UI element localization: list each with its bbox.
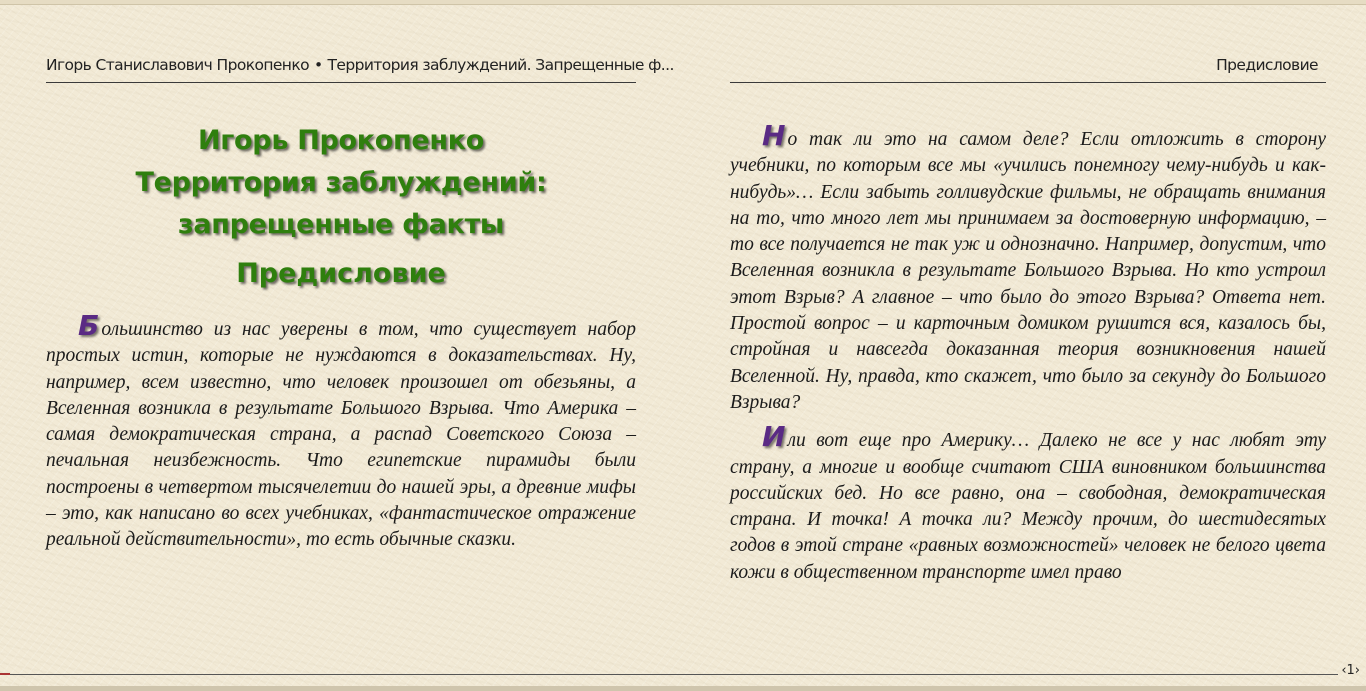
chapter-title: Предисловие — [236, 258, 446, 289]
right-running-header — [730, 56, 1326, 83]
bottom-rule-marker — [0, 673, 10, 675]
left-running-header — [46, 56, 674, 83]
right-text-block — [730, 119, 1326, 586]
dropcap: И — [762, 420, 786, 454]
paragraph-text: ольшинство из нас уверены в том, что существует набор простых истин, которые не нуждаются в доказательствах. Ну, например, всем известно, что человек произошел от обезьяны, а Вселенная возникла в результате Большого Взрыва. Что Америка – самая демократическая страна, а распад Советского Союза – печальная неизбежность. Что египетские пирамиды были построены в четвертом тысячелетии до нашей эры, а древние мифы – это, как написано во всех учебниках, «фантастическое отражение реальной действительности», то есть обычные сказки. — [46, 319, 636, 551]
header-chapter: Предисловие — [1216, 56, 1318, 74]
book-title-block — [46, 120, 636, 295]
dropcap: Н — [762, 119, 786, 152]
title-line-1: Территория заблуждений: — [135, 167, 547, 198]
header-bullet: • — [314, 56, 323, 74]
paragraph — [730, 420, 1326, 586]
left-page — [46, 0, 674, 650]
dropcap: Б — [78, 309, 100, 342]
left-text-block — [46, 309, 636, 554]
header-author: Игорь Станиславович Прокопенко — [46, 56, 309, 74]
bottom-rule — [0, 674, 1338, 675]
paragraph — [46, 309, 636, 554]
paragraph-text: о так ли это на самом деле? Если отложить в сторону учебники, по которым все мы «учились понемногу чему-нибудь и как-нибудь»… Если забыть голливудские фильмы, не обращать внимания на то, что много лет мы принимаем за достоверную информацию, – то все получается не так уж и однозначно. Например, допустим, что Вселенная возникла в результате Большого Взрыва. Но кто устроил этот Взрыв? А главное – что было до этого Взрыва? Ответа нет. Простой вопрос – и карточным домиком рушится вся, казалось бы, стройная и навсегда доказанная теория возникновения нашей Вселенной. Ну, правда, кто скажет, что было за секунду до Большого Взрыва? — [730, 129, 1326, 413]
right-page — [730, 0, 1326, 650]
title-author: Игорь Прокопенко — [197, 125, 485, 156]
paragraph-text: ли вот еще про Америку… Далеко не все у нас любят эту страну, а многие и вообще считают США виновником большинства российских бед. Но все равно, она – свободная, демократическая страна. И точка! А точка ли? Между прочим, до шестидесятых годов в этой стране «равных возможностей» человек не белого цвета кожи в общественном транспорте имел право — [730, 430, 1326, 583]
title-line-2: запрещенные факты — [177, 209, 505, 240]
running-header-text — [46, 56, 682, 74]
paragraph — [730, 119, 1326, 416]
page-number-nav[interactable]: ‹1› — [1341, 663, 1360, 678]
window-bottom-strip — [0, 686, 1366, 691]
header-book-title: Территория заблуждений. Запрещенные ф... — [327, 56, 674, 74]
